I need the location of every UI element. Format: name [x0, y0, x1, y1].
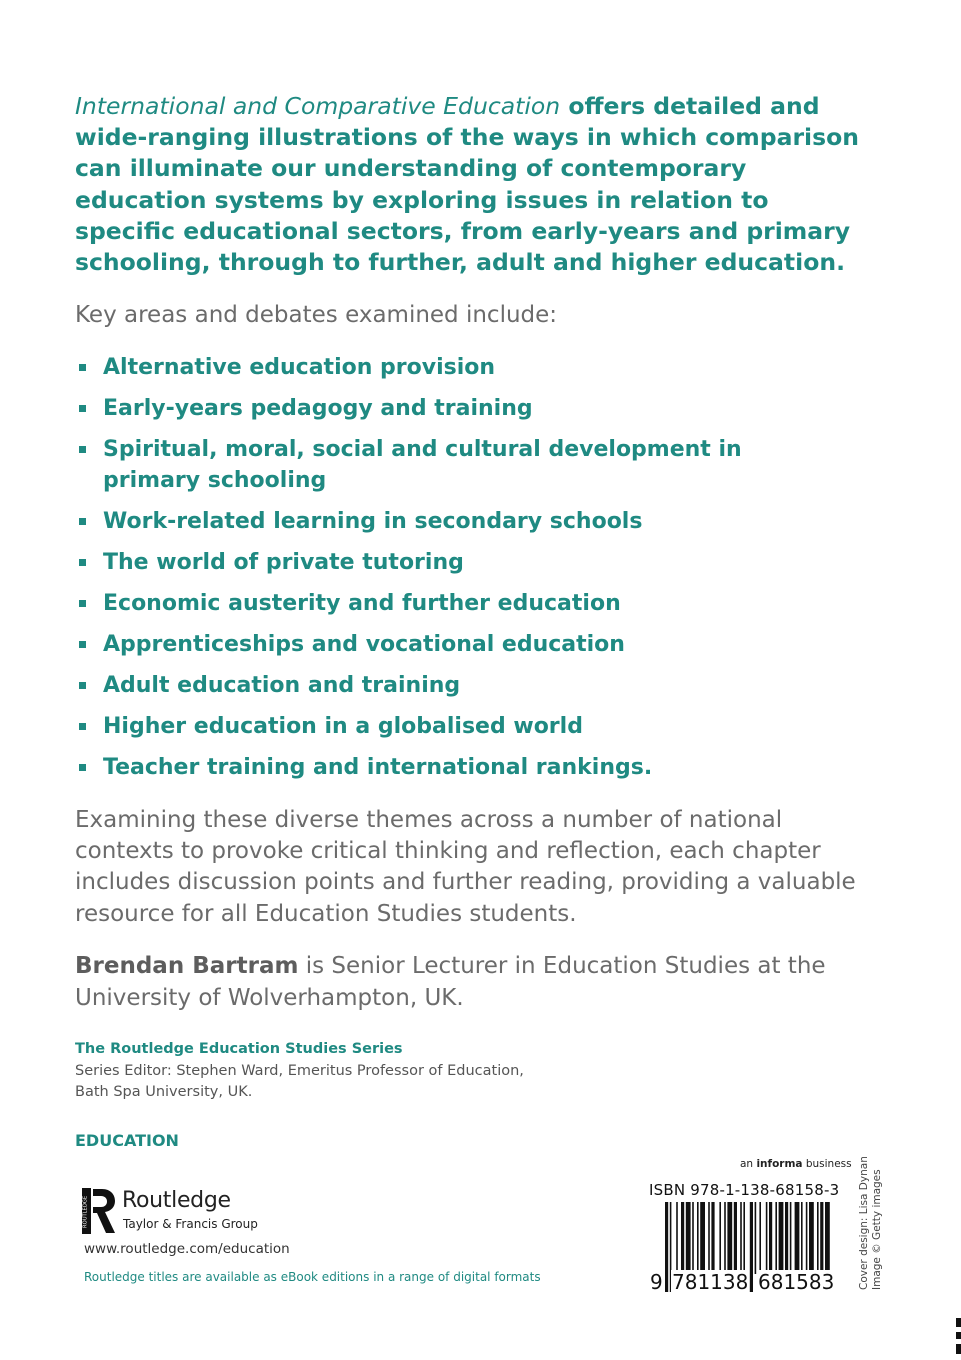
list-item — [77, 393, 777, 424]
list-item — [77, 506, 777, 537]
topics-list — [77, 352, 777, 793]
barcode-digit-group1: 781138 — [672, 1270, 749, 1294]
barcode-digit-group2: 681583 — [758, 1270, 835, 1294]
topic-text: Higher education in a globalised world — [103, 714, 583, 739]
list-item — [77, 547, 777, 578]
topic-text: Work-related learning in secondary schools — [103, 509, 643, 534]
intro-paragraph — [75, 91, 875, 278]
list-item — [77, 670, 777, 701]
list-item — [77, 352, 777, 383]
topic-text: Spiritual, moral, social and cultural development in primary schooling — [103, 437, 742, 493]
informa-suffix: business — [802, 1158, 852, 1170]
topic-text: Economic austerity and further education — [103, 591, 621, 616]
author-bio-text: is Senior Lecturer in Education Studies at the University of Wolverhampton, UK. — [75, 953, 826, 1011]
topic-text: Teacher training and international rankings. — [103, 755, 653, 780]
publisher-url: www.routledge.com/education — [84, 1241, 290, 1257]
bullet-square-icon — [79, 764, 86, 771]
topic-text: Adult education and training — [103, 673, 461, 698]
barcode-digit-lead: 9 — [650, 1270, 663, 1294]
bullet-square-icon — [79, 641, 86, 648]
publisher-logo — [82, 1188, 282, 1236]
series-editor-line2: Bath Spa University, UK. — [75, 1084, 253, 1100]
topic-text: Early-years pedagogy and training — [103, 396, 533, 421]
author-bio — [75, 951, 875, 1014]
credit-line1: Cover design: Lisa Dynan — [858, 1156, 870, 1290]
informa-prefix: an — [740, 1158, 757, 1170]
bullet-square-icon — [79, 405, 86, 412]
informa-business-label — [740, 1158, 852, 1170]
series-title: The Routledge Education Studies Series — [75, 1041, 403, 1057]
key-areas-heading: Key areas and debates examined include: — [75, 302, 558, 328]
bullet-square-icon — [79, 682, 86, 689]
bullet-square-icon — [79, 600, 86, 607]
series-info — [75, 1039, 635, 1104]
summary-paragraph: Examining these diverse themes across a number of national contexts to provoke critical thinking and reflection, each chapter includes discussion points and further reading, providing a valuable resource for all Education Studies students. — [75, 807, 856, 927]
list-item — [77, 434, 777, 496]
bullet-square-icon — [79, 559, 86, 566]
list-item — [77, 588, 777, 619]
category-label: EDUCATION — [75, 1131, 179, 1150]
series-editor-line1: Series Editor: Stephen Ward, Emeritus Professor of Education, — [75, 1062, 524, 1079]
bullet-square-icon — [79, 518, 86, 525]
bullet-square-icon — [79, 364, 86, 371]
bullet-square-icon — [79, 446, 86, 453]
author-name: Brendan Bartram — [75, 953, 299, 979]
ebook-note: Routledge titles are available as eBook editions in a range of digital formats — [84, 1270, 541, 1284]
list-item — [77, 711, 777, 742]
informa-bold: informa — [756, 1158, 803, 1170]
book-title: International and Comparative Education — [75, 92, 561, 120]
intro-text: offers detailed and wide-ranging illustrations of the ways in which comparison can illuminate our understanding of contemporary education systems by exploring issues in relation to specific educational sectors, from early-years and primary schooling, through to further, adult and higher education. — [75, 92, 859, 277]
topic-text: Apprenticeships and vocational education — [103, 632, 625, 657]
credit-line2: Image © Getty images — [871, 1169, 883, 1290]
list-item — [77, 752, 777, 783]
list-item — [77, 629, 777, 660]
corner-crop-mark — [955, 1318, 961, 1360]
isbn-label: ISBN 978-1-138-68158-3 — [649, 1181, 840, 1199]
publisher-name: Routledge — [122, 1188, 231, 1213]
bullet-square-icon — [79, 723, 86, 730]
barcode-digits — [649, 1270, 854, 1294]
publisher-group: Taylor & Francis Group — [123, 1217, 258, 1231]
routledge-logo-icon — [82, 1188, 116, 1234]
cover-credits — [858, 1150, 884, 1290]
topic-text: Alternative education provision — [103, 355, 496, 380]
svg-text:ROUTLEDGE: ROUTLEDGE — [82, 1195, 89, 1228]
topic-text: The world of private tutoring — [103, 550, 464, 575]
